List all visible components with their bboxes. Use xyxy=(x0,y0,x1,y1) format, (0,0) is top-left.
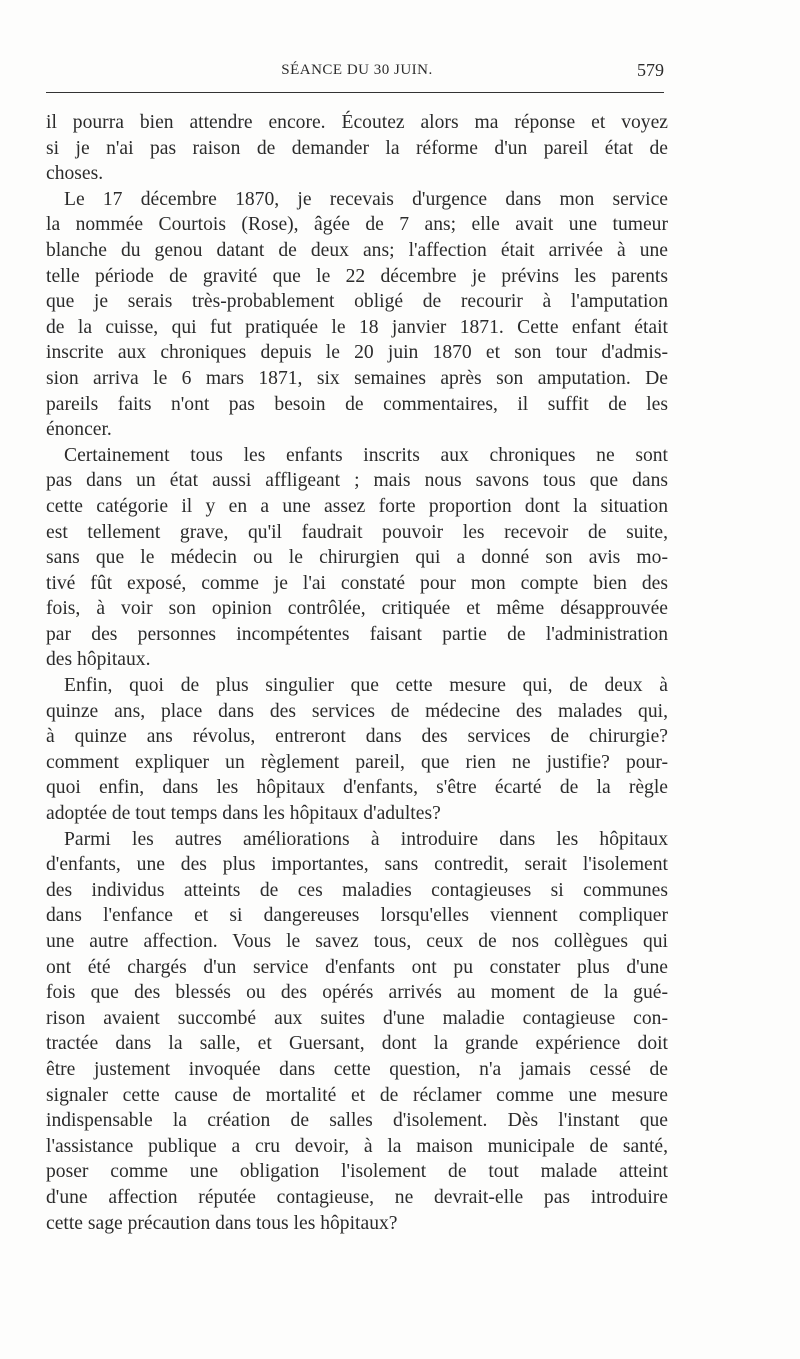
text-line: être justement invoquée dans cette question, n'a jamais cessé de xyxy=(46,1058,668,1080)
text-line: que je serais très-probablement obligé de recourir à l'amputation xyxy=(46,291,668,313)
text-line: sion arriva le 6 mars 1871, six semaines après son amputation. De xyxy=(46,367,668,389)
text-line: cette catégorie il y en a une assez forte proportion dont la situation xyxy=(46,495,668,517)
text-line: ont été chargés d'un service d'enfants ont pu constater plus d'une xyxy=(46,956,668,978)
header-rule xyxy=(46,92,664,93)
text-line: l'assistance publique a cru devoir, à la maison municipale de santé, xyxy=(46,1135,668,1157)
text-line: sans que le médecin ou le chirurgien qui a donné son avis mo- xyxy=(46,547,668,569)
text-line: la nommée Courtois (Rose), âgée de 7 ans; elle avait une tumeur xyxy=(46,214,668,236)
text-line: à quinze ans révolus, entreront dans des services de chirurgie? xyxy=(46,726,668,748)
text-line: rison avaient succombé aux suites d'une maladie contagieuse con- xyxy=(46,1007,668,1029)
text-line: fois que des blessés ou des opérés arrivés au moment de la gué- xyxy=(46,982,668,1004)
text-line: Certainement tous les enfants inscrits aux chroniques ne sont xyxy=(64,444,668,466)
text-line: dans l'enfance et si dangereuses lorsqu'elles viennent compliquer xyxy=(46,905,668,927)
text-line: tractée dans la salle, et Guersant, dont la grande expérience doit xyxy=(46,1033,668,1055)
body-text xyxy=(46,110,668,1236)
text-line: comment expliquer un règlement pareil, que rien ne justifie? pour- xyxy=(46,751,668,773)
text-line: par des personnes incompétentes faisant partie de l'administration xyxy=(46,623,668,645)
running-head-title: SÉANCE DU 30 JUIN. xyxy=(281,62,433,78)
text-line: blanche du genou datant de deux ans; l'affection était arrivée à une xyxy=(46,239,668,261)
text-line: signaler cette cause de mortalité et de réclamer comme une mesure xyxy=(46,1084,668,1106)
text-line: Le 17 décembre 1870, je recevais d'urgence dans mon service xyxy=(64,188,668,210)
text-line: telle période de gravité que le 22 décembre je prévins les parents xyxy=(46,265,668,287)
running-head xyxy=(46,62,668,86)
text-line: quinze ans, place dans des services de médecine des malades qui, xyxy=(46,700,668,722)
text-line: pareils faits n'ont pas besoin de commentaires, il suffit de les xyxy=(46,393,668,415)
text-line: fois, à voir son opinion contrôlée, critiquée et même désapprouvée xyxy=(46,598,668,620)
text-line: de la cuisse, qui fut pratiquée le 18 janvier 1871. Cette enfant était xyxy=(46,316,668,338)
text-line: adoptée de tout temps dans les hôpitaux d'adultes? xyxy=(46,803,441,825)
text-line: énoncer. xyxy=(46,419,112,441)
text-line: poser comme une obligation l'isolement de tout malade atteint xyxy=(46,1161,668,1183)
text-line: indispensable la création de salles d'isolement. Dès l'instant que xyxy=(46,1110,668,1132)
text-line: inscrite aux chroniques depuis le 20 juin 1870 et son tour d'admis- xyxy=(46,342,668,364)
text-line: des individus atteints de ces maladies contagieuses si communes xyxy=(46,879,668,901)
text-line: choses. xyxy=(46,163,104,185)
text-line: est tellement grave, qu'il faudrait pouvoir les recevoir de suite, xyxy=(46,521,668,543)
page-number: 579 xyxy=(637,60,664,80)
text-line: si je n'ai pas raison de demander la réforme d'un pareil état de xyxy=(46,137,668,159)
text-line: pas dans un état aussi affligeant ; mais nous savons tous que dans xyxy=(46,470,668,492)
text-line: tivé fût exposé, comme je l'ai constaté pour mon compte bien des xyxy=(46,572,668,594)
text-line: Enfin, quoi de plus singulier que cette mesure qui, de deux à xyxy=(64,675,668,697)
text-line: Parmi les autres améliorations à introduire dans les hôpitaux xyxy=(64,828,668,850)
text-line: d'une affection réputée contagieuse, ne devrait-elle pas introduire xyxy=(46,1186,668,1208)
text-line: il pourra bien attendre encore. Écoutez alors ma réponse et voyez xyxy=(46,112,668,133)
text-line: une autre affection. Vous le savez tous, ceux de nos collègues qui xyxy=(46,931,668,952)
text-line: des hôpitaux. xyxy=(46,649,151,671)
text-line: quoi enfin, dans les hôpitaux d'enfants, s'être écarté de la règle xyxy=(46,777,668,799)
text-line: d'enfants, une des plus importantes, sans contredit, serait l'isolement xyxy=(46,854,668,876)
text-line: cette sage précaution dans tous les hôpitaux? xyxy=(46,1212,398,1234)
